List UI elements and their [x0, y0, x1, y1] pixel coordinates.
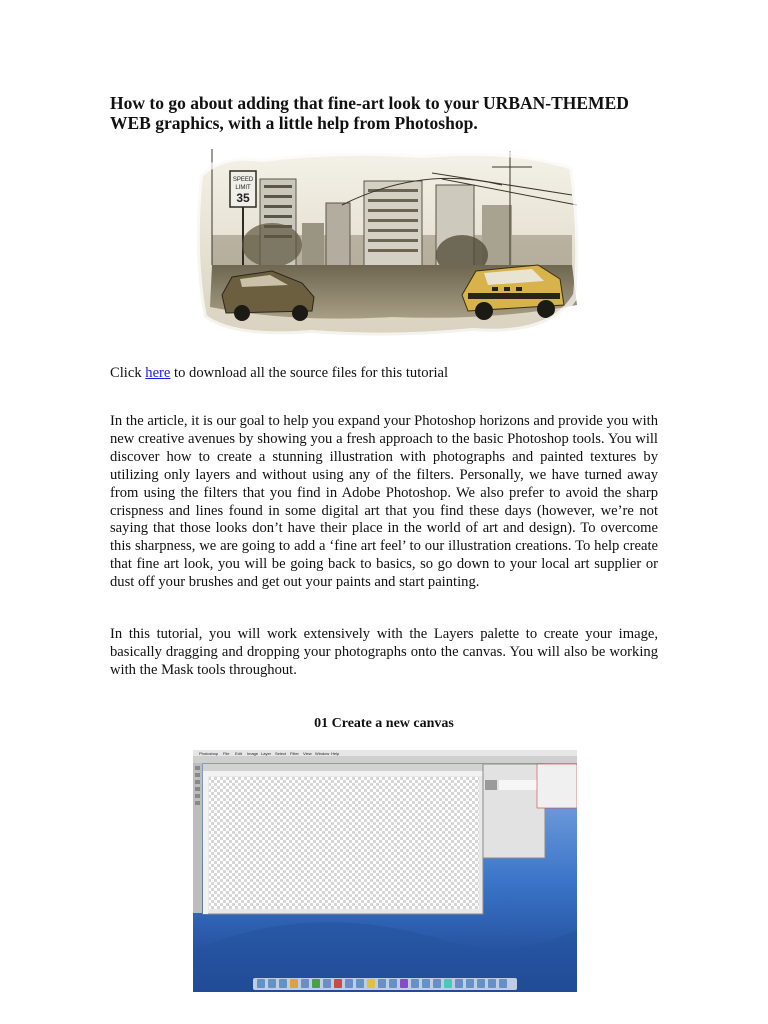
menu-file: File: [223, 751, 230, 756]
menu-view: View: [303, 751, 312, 756]
download-line: [110, 365, 658, 383]
sign-line-1: SPEED: [232, 177, 254, 183]
urban-collage-image: [192, 145, 582, 340]
photoshop-screenshot: [193, 750, 577, 992]
menu-select: Select: [275, 751, 287, 756]
dock-image: [253, 978, 517, 990]
sign-line-2: LIMIT: [235, 185, 251, 191]
sign-line-3: 35: [236, 191, 250, 205]
layers-paragraph: In this tutorial, you will work extensively with the Layers palette to create your image, basically dragging and dropping your photographs onto the canvas. You will also be working with the Mask tools throughout.: [110, 626, 658, 678]
menu-window: Window: [315, 751, 330, 756]
download-prefix: Click: [110, 365, 146, 381]
menu-image: Image: [247, 751, 259, 756]
menu-help: Help: [331, 751, 340, 756]
menu-photoshop: Photoshop: [199, 751, 219, 756]
menu-layer: Layer: [261, 751, 272, 756]
menu-filter: Filter: [290, 751, 299, 756]
download-link[interactable]: here: [145, 365, 171, 381]
article-title: How to go about adding that fine-art look to your URBAN-THEMED WEB graphics, with a little help from Photoshop.: [110, 93, 629, 133]
step-heading: 01 Create a new canvas: [314, 716, 454, 731]
download-suffix: to download all the source files for this tutorial: [170, 365, 449, 381]
intro-paragraph: In the article, it is our goal to help you expand your Photoshop horizons and provide you with new creative avenues by showing you a fresh approach to the basic Photoshop tools. You will discover how to create a stunning illustration with photographs and painted textures by utilizing only layers and without using any of the filters. Personally, we have turned away from using the filters that you find in Adobe Photoshop. We also prefer to avoid the sharp crispness and lines found in some digital art that you find these days (however, we’re not saying that those looks don’t have their place in the world of art and design). To overcome this sharpness, we are going to add a ‘fine art feel’ to our illustration creations. To help create that fine art look, you will be going back to basics, so go down to your local art supplier or dust off your brushes and get out your paints and start painting.: [110, 413, 658, 591]
menu-edit: Edit: [235, 751, 242, 756]
